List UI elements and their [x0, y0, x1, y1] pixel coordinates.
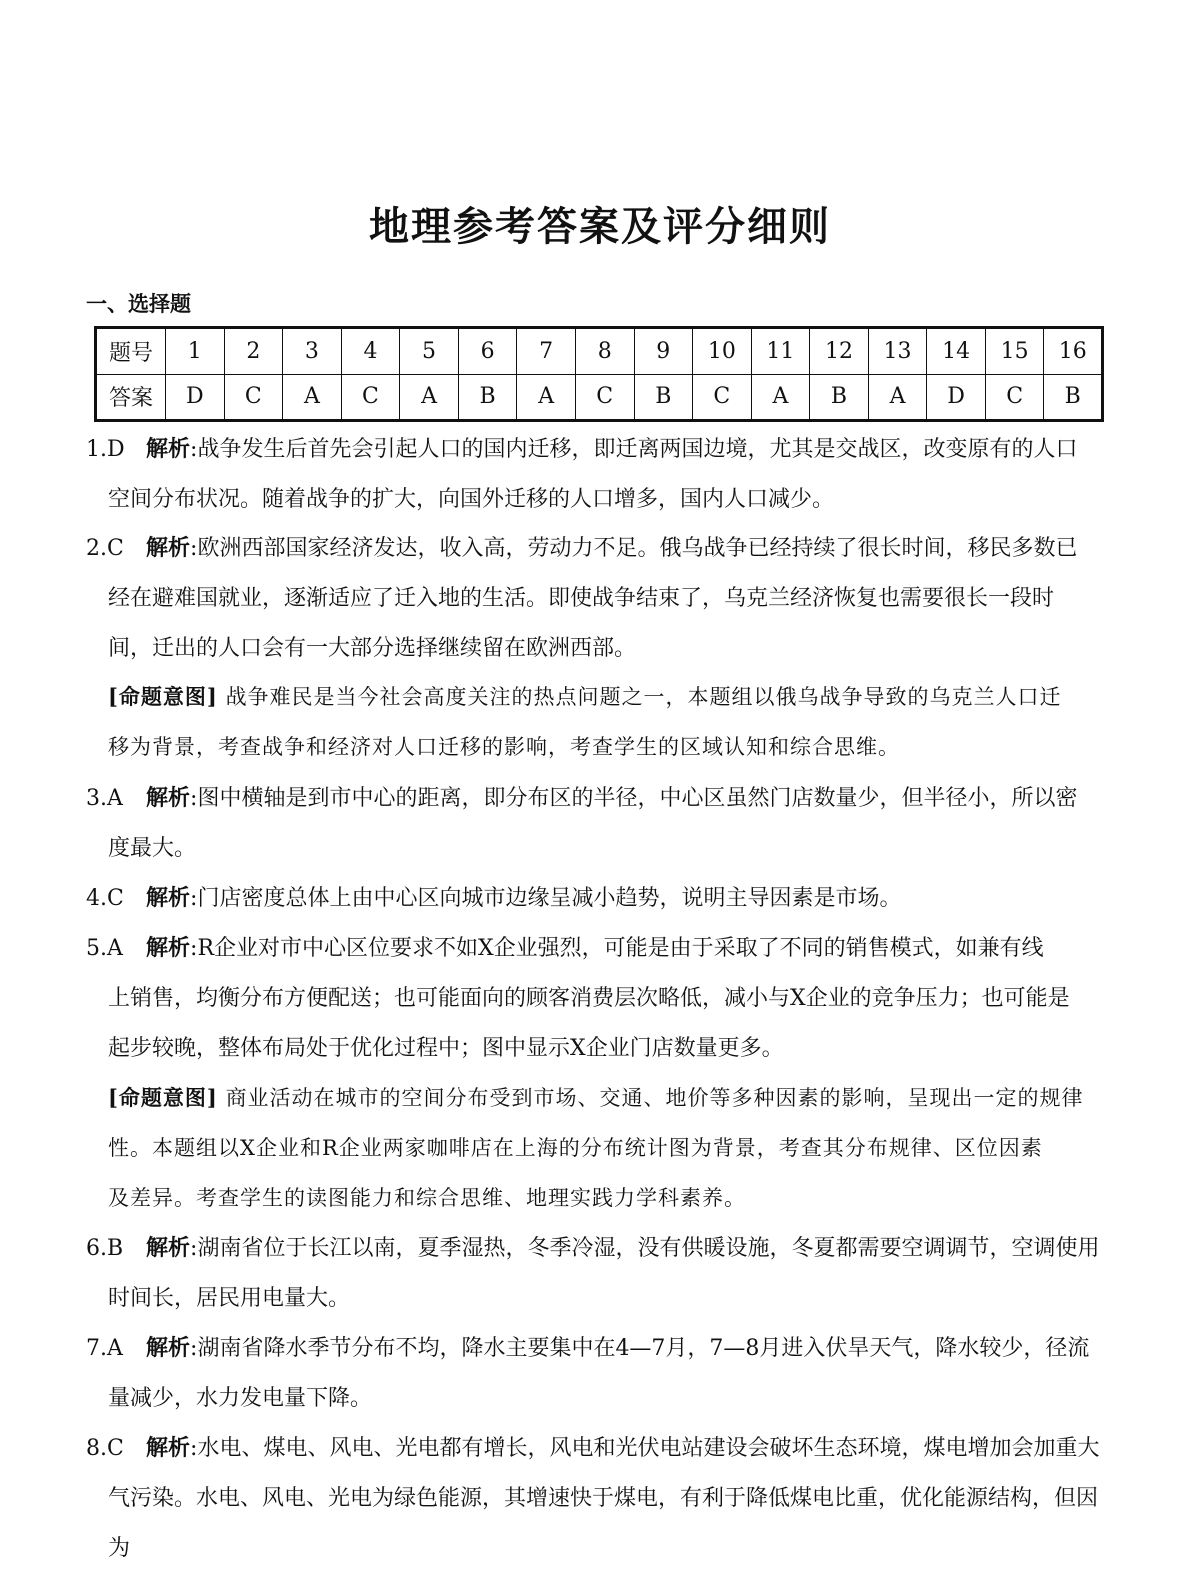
answer-number: 8.C — [86, 1436, 124, 1461]
intent-label: [命题意图] — [108, 1085, 218, 1110]
question-4 — [86, 873, 1116, 924]
cell-number: 10 — [693, 328, 752, 375]
analysis-text: 间，迁出的人口会有一大部分选择继续留在欧洲西部。 — [108, 636, 637, 661]
cell-number: 12 — [810, 328, 869, 375]
cell-number: 1 — [166, 328, 225, 375]
intent-label: [命题意图] — [108, 684, 218, 709]
question-3 — [86, 773, 1116, 874]
intent-text: 战争难民是当今社会高度关注的热点问题之一，本题组以俄乌战争导致的乌克兰人口迁 — [225, 685, 1062, 709]
analysis-text: 图中横轴是到市中心的距离，即分布区的半径，中心区虽然门店数量少，但半径小，所以密 — [197, 786, 1078, 811]
cell-answer: A — [751, 374, 810, 421]
analysis-label: 解析 — [146, 535, 191, 561]
cell-number: 8 — [575, 328, 634, 375]
answer-number: 4.C — [86, 886, 124, 911]
cell-answer: C — [341, 374, 400, 421]
analysis-text: 度最大。 — [108, 836, 197, 861]
analysis-text: 门店密度总体上由中心区向城市边缘呈减小趋势，说明主导因素是市场。 — [197, 886, 902, 911]
analysis-label: 解析 — [146, 436, 191, 462]
question-2 — [86, 523, 1116, 674]
analysis-text: 上销售，均衡分布方便配送；也可能面向的顾客消费层次略低，减小与X企业的竞争压力；也可能是 — [108, 986, 1070, 1011]
analysis-text: 经在避难国就业，逐渐适应了迁入地的生活。即使战争结束了，乌克兰经济恢复也需要很长一段时 — [108, 586, 1055, 611]
answer-number: 3.A — [86, 786, 123, 811]
analysis-text: 战争发生后首先会引起人口的国内迁移，即迁离两国边境，尤其是交战区，改变原有的人口 — [197, 437, 1078, 462]
analysis-colon: : — [190, 1236, 198, 1261]
cell-number: 16 — [1044, 328, 1103, 375]
analysis-text: 湖南省位于长江以南，夏季湿热，冬季冷湿，没有供暖设施，冬夏都需要空调调节，空调使用 — [197, 1236, 1100, 1261]
analysis-colon: : — [190, 1436, 198, 1461]
analysis-colon: : — [190, 1336, 198, 1361]
analysis-label: 解析 — [146, 935, 191, 961]
answer-table — [94, 326, 1104, 422]
analysis-colon: : — [190, 437, 198, 462]
intent-block-1 — [108, 672, 1118, 772]
cell-number: 13 — [868, 328, 927, 375]
section-title: 一、选择题 — [86, 291, 191, 316]
cell-number: 7 — [517, 328, 576, 375]
analysis-label: 解析 — [146, 785, 191, 811]
analysis-label: 解析 — [146, 1335, 191, 1361]
question-1 — [86, 424, 1116, 525]
cell-number: 3 — [283, 328, 342, 375]
analysis-colon: : — [190, 936, 198, 961]
intent-text: 性。本题组以X企业和R企业两家咖啡店在上海的分布统计图为背景，考查其分布规律、区位因素 — [108, 1136, 1043, 1160]
analysis-colon: : — [190, 886, 198, 911]
analysis-label: 解析 — [146, 1235, 191, 1261]
cell-answer: C — [575, 374, 634, 421]
cell-answer: B — [1044, 374, 1103, 421]
cell-number: 9 — [634, 328, 693, 375]
cell-number: 15 — [985, 328, 1044, 375]
analysis-text: 水电、煤电、风电、光电都有增长，风电和光伏电站建设会破坏生态环境，煤电增加会加重大 — [197, 1436, 1100, 1461]
cell-answer: B — [810, 374, 869, 421]
table-row-answers — [96, 374, 1103, 421]
cell-answer: C — [693, 374, 752, 421]
row-label-number: 题号 — [96, 328, 166, 375]
cell-answer: A — [400, 374, 459, 421]
cell-answer: D — [927, 374, 986, 421]
intent-text: 商业活动在城市的空间分布受到市场、交通、地价等多种因素的影响，呈现出一定的规律 — [225, 1086, 1084, 1110]
cell-number: 5 — [400, 328, 459, 375]
analysis-text: 起步较晚，整体布局处于优化过程中；图中显示X企业门店数量更多。 — [108, 1036, 784, 1061]
cell-answer: D — [166, 374, 225, 421]
answer-number: 1.D — [86, 437, 125, 462]
cell-answer: A — [283, 374, 342, 421]
cell-answer: C — [985, 374, 1044, 421]
question-7 — [86, 1323, 1116, 1424]
table-row-numbers — [96, 328, 1103, 375]
analysis-text: R企业对市中心区位要求不如X企业强烈，可能是由于采取了不同的销售模式，如兼有线 — [197, 936, 1044, 961]
analysis-text: 空间分布状况。随着战争的扩大，向国外迁移的人口增多，国内人口减少。 — [108, 487, 835, 512]
answer-number: 6.B — [86, 1236, 124, 1261]
analysis-text: 气污染。水电、风电、光电为绿色能源，其增速快于煤电，有利于降低煤电比重，优化能源结构，但因为 — [108, 1486, 1099, 1561]
analysis-text: 欧洲西部国家经济发达，收入高，劳动力不足。俄乌战争已经持续了很长时间，移民多数已 — [197, 536, 1078, 561]
answer-number: 7.A — [86, 1336, 123, 1361]
page-title: 地理参考答案及评分细则 — [369, 203, 831, 250]
cell-answer: B — [458, 374, 517, 421]
answer-number: 2.C — [86, 536, 124, 561]
cell-answer: A — [868, 374, 927, 421]
analysis-text: 湖南省降水季节分布不均，降水主要集中在4—7月，7—8月进入伏旱天气，降水较少，径流 — [197, 1336, 1090, 1361]
cell-number: 14 — [927, 328, 986, 375]
cell-answer: A — [517, 374, 576, 421]
cell-number: 4 — [341, 328, 400, 375]
answer-number: 5.A — [86, 936, 123, 961]
analysis-colon: : — [190, 786, 198, 811]
intent-block-2 — [108, 1073, 1118, 1223]
cell-answer: B — [634, 374, 693, 421]
cell-number: 2 — [224, 328, 283, 375]
question-8 — [86, 1423, 1116, 1574]
question-6 — [86, 1223, 1116, 1324]
cell-number: 6 — [458, 328, 517, 375]
cell-answer: C — [224, 374, 283, 421]
analysis-text: 时间长，居民用电量大。 — [108, 1286, 351, 1311]
intent-text: 移为背景，考查战争和经济对人口迁移的影响，考查学生的区域认知和综合思维。 — [108, 735, 900, 759]
analysis-label: 解析 — [146, 885, 191, 911]
question-5 — [86, 923, 1116, 1074]
analysis-label: 解析 — [146, 1435, 191, 1461]
row-label-answer: 答案 — [96, 374, 166, 421]
cell-number: 11 — [751, 328, 810, 375]
intent-text: 及差异。考查学生的读图能力和综合思维、地理实践力学科素养。 — [108, 1186, 746, 1210]
analysis-colon: : — [190, 536, 198, 561]
analysis-text: 量减少，水力发电量下降。 — [108, 1386, 373, 1411]
